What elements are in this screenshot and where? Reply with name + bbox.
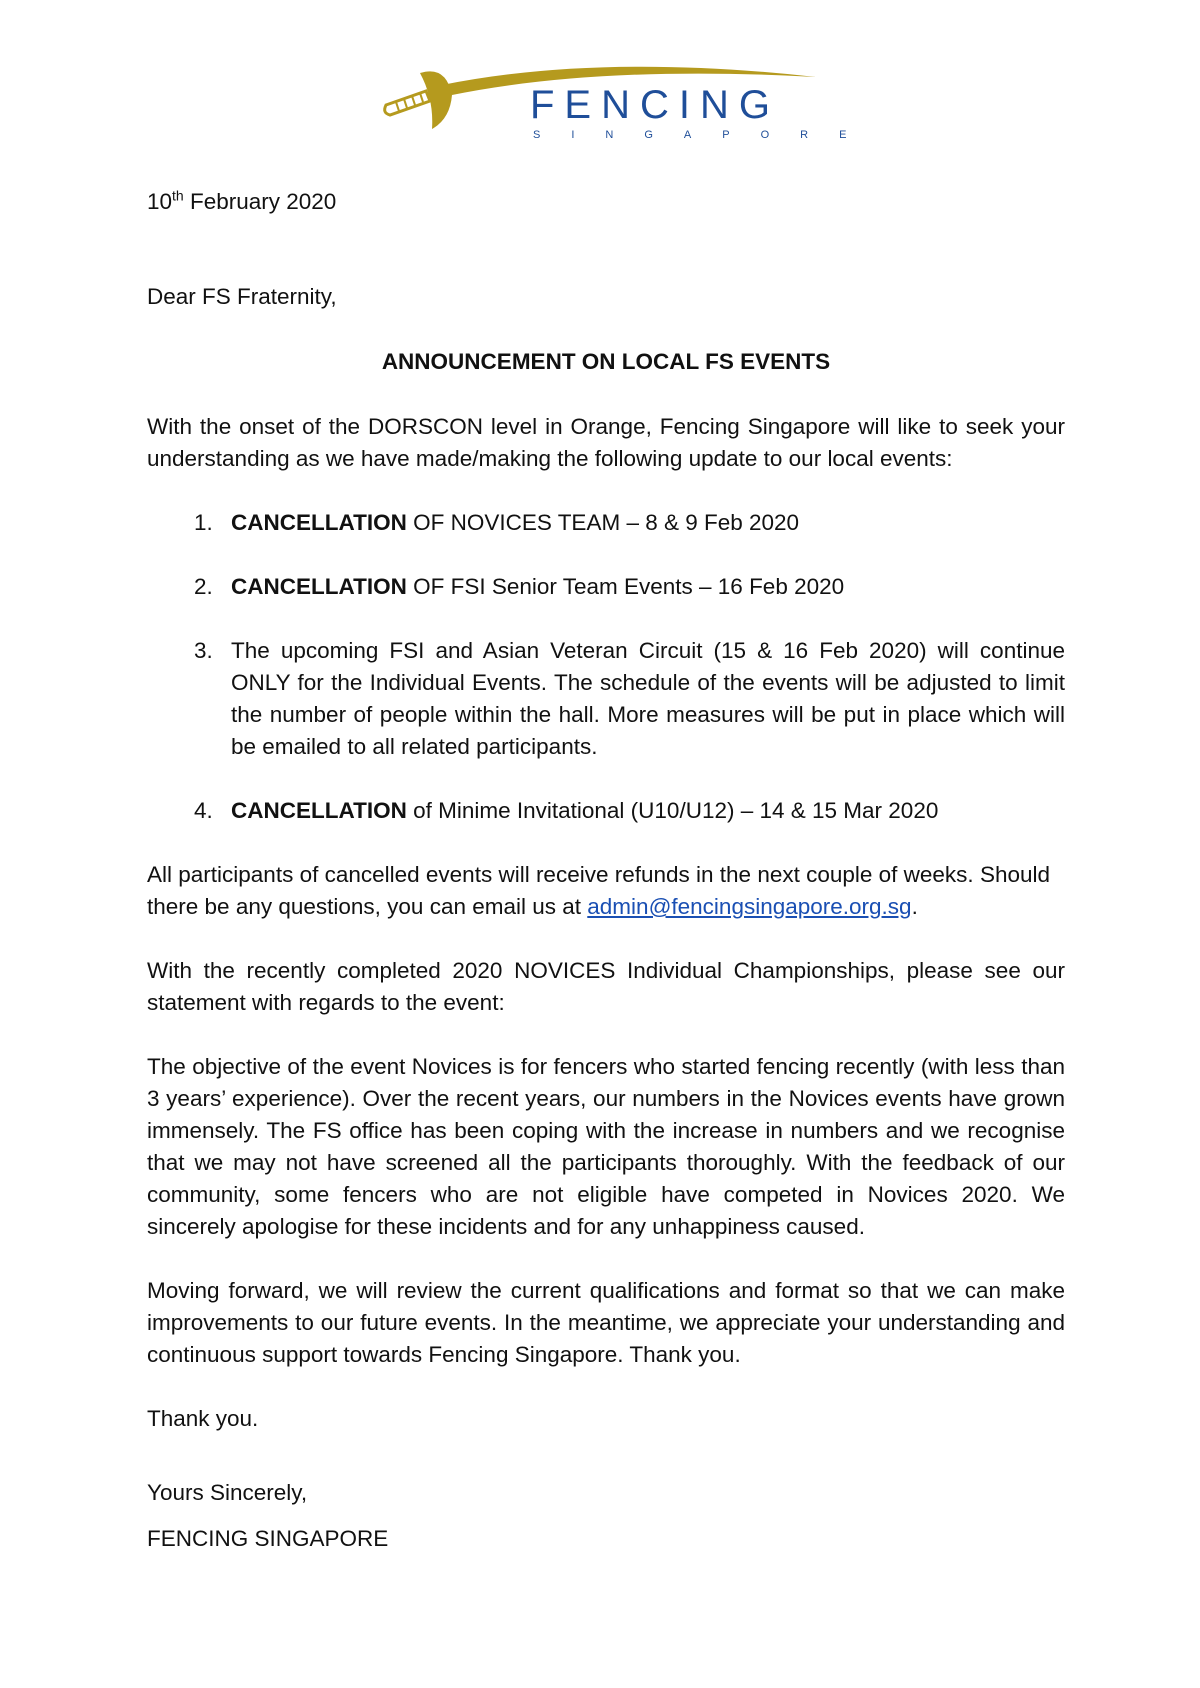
email-link[interactable]: admin@fencingsingapore.org.sg — [587, 894, 912, 919]
logo-wordmark: FENCING — [530, 83, 780, 127]
list-item: 3. The upcoming FSI and Asian Veteran Circuit (15 & 16 Feb 2020) will continue ONLY for the Individual Events. The schedule of the events will be adjusted to limit the number of people within the hall. More measures will be put in place which will be emailed to all related participants. — [219, 635, 1065, 763]
fencing-singapore-logo — [380, 55, 878, 145]
signature-org: FENCING SINGAPORE — [147, 1526, 389, 1551]
letter-date: 10th February 2020 — [147, 187, 337, 214]
announcement-heading: ANNOUNCEMENT ON LOCAL FS EVENTS — [381, 349, 831, 374]
thanks-line: Thank you. — [147, 1406, 259, 1431]
closing-line: Yours Sincerely, — [147, 1480, 308, 1505]
moving-forward-paragraph: Moving forward, we will review the current qualifications and format so that we can make improvements to our future events. In the meantime, we appreciate your understanding and continuous support towards Fencing Singapore. Thank you. — [147, 1278, 1065, 1367]
intro-paragraph: With the onset of the DORSCON level in Orange, Fencing Singapore will like to seek your understanding as we have made/making the following update to our local events: — [147, 414, 1065, 471]
objective-paragraph: The objective of the event Novices is for fencers who started fencing recently (with less than 3 years’ experience). Over the recent years, our numbers in the Novices events have grown immensely. The FS office has been coping with the increase in numbers and we recognise that we may not have screened all the participants thoroughly. With the feedback of our community, some fencers who are not eligible have competed in Novices 2020. We sincerely apologise for these incidents and for any unhappiness caused. — [147, 1054, 1065, 1239]
statement-intro-paragraph: With the recently completed 2020 NOVICES Individual Championships, please see our statement with regards to the event: — [147, 958, 1065, 1015]
updates-list — [147, 507, 1065, 827]
list-item: 1. CANCELLATION OF NOVICES TEAM – 8 & 9 Feb 2020 — [219, 507, 1065, 539]
list-item: 2. CANCELLATION OF FSI Senior Team Events – 16 Feb 2020 — [219, 571, 1065, 603]
salutation: Dear FS Fraternity, — [147, 284, 337, 309]
logo-subtitle: SINGAPORE — [533, 129, 878, 141]
refunds-paragraph: All participants of cancelled events will receive refunds in the next couple of weeks. Should there be any questions, you can email us at admin@fencingsingapore.org.sg. — [147, 862, 1050, 919]
letter-body — [147, 186, 1065, 1555]
list-item: 4. CANCELLATION of Minime Invitational (U10/U12) – 14 & 15 Mar 2020 — [219, 795, 1065, 827]
